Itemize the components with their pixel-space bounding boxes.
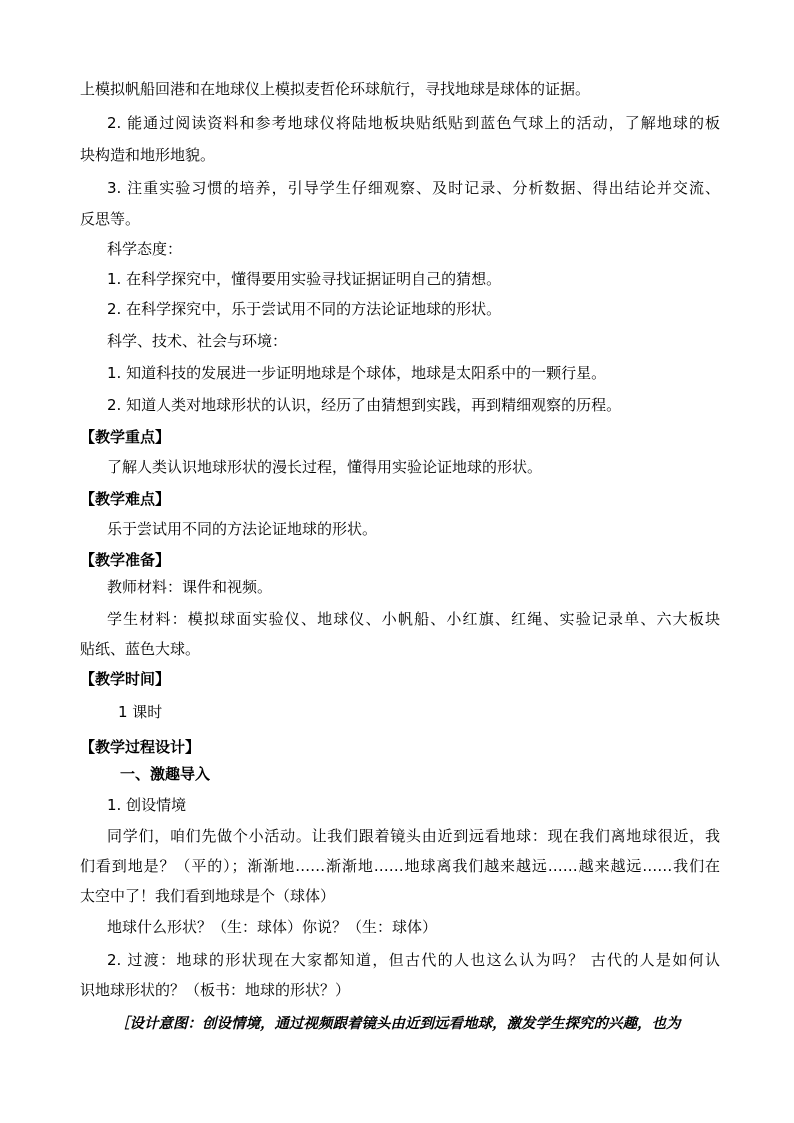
paragraph-line: 贴纸、蓝色大球。 xyxy=(80,640,201,658)
paragraph-line: 2. 知道人类对地球形状的认识，经历了由猜想到实践，再到精细观察的历程。 xyxy=(107,396,622,414)
subsection-heading: 一、激趣导入 xyxy=(120,765,211,783)
section-heading: 【教学时间】 xyxy=(80,670,171,688)
paragraph-line: 太空中了！我们看到地球是个（球体） xyxy=(80,887,336,905)
paragraph-line: 上模拟帆船回港和在地球仪上模拟麦哲伦环球航行，寻找地球是球体的证据。 xyxy=(80,80,591,98)
paragraph-line: 2. 能通过阅读资料和参考地球仪将陆地板块贴纸贴到蓝色气球上的活动，了解地球的板 xyxy=(107,114,720,132)
paragraph-line: 1. 知道科技的发展进一步证明地球是个球体，地球是太阳系中的一颗行星。 xyxy=(107,364,607,382)
design-intent-note: ［设计意图：创设情境，通过视频跟着镜头由近到远看地球，激发学生探究的兴趣，也为 xyxy=(115,1015,681,1032)
section-heading: 【教学难点】 xyxy=(80,490,171,508)
paragraph-line: 1 课时 xyxy=(118,703,163,721)
paragraph-line: 3. 注重实验习惯的培养，引导学生仔细观察、及时记录、分析数据、得出结论并交流、 xyxy=(107,179,720,197)
paragraph-line: 同学们，咱们先做个小活动。让我们跟着镜头由近到远看地球：现在我们离地球很近，我 xyxy=(107,827,720,845)
paragraph-line: 地球什么形状？（生：球体）你说？（生：球体） xyxy=(107,918,438,936)
paragraph-line: 了解人类认识地球形状的漫长过程，懂得用实验论证地球的形状。 xyxy=(107,458,543,476)
section-label: 科学、技术、社会与环境： xyxy=(107,332,288,350)
paragraph-line: 1. 创设情境 xyxy=(107,796,187,814)
paragraph-line: 教师材料：课件和视频。 xyxy=(107,578,273,596)
section-heading: 【教学准备】 xyxy=(80,551,171,569)
section-label: 科学态度： xyxy=(107,240,183,258)
section-heading: 【教学重点】 xyxy=(80,428,171,446)
paragraph-line: 反思等。 xyxy=(80,210,141,228)
paragraph-line: 2. 在科学探究中，乐于尝试用不同的方法论证地球的形状。 xyxy=(107,300,502,318)
paragraph-line: 识地球形状的？（板书：地球的形状？） xyxy=(80,981,351,999)
paragraph-line: 块构造和地形地貌。 xyxy=(80,146,216,164)
paragraph-line: 2. 过渡：地球的形状现在大家都知道，但古代的人也这么认为吗？ 古代的人是如何认 xyxy=(107,951,720,969)
paragraph-line: 乐于尝试用不同的方法论证地球的形状。 xyxy=(107,520,378,538)
paragraph-line: 学生材料：模拟球面实验仪、地球仪、小帆船、小红旗、红绳、实验记录单、六大板块 xyxy=(107,610,720,628)
section-heading: 【教学过程设计】 xyxy=(80,738,201,756)
paragraph-line: 们看到地是？（平的）；渐渐地……渐渐地……地球离我们越来越远……越来越远……我们在 xyxy=(80,857,720,875)
paragraph-line: 1. 在科学探究中，懂得要用实验寻找证据证明自己的猜想。 xyxy=(107,270,502,288)
